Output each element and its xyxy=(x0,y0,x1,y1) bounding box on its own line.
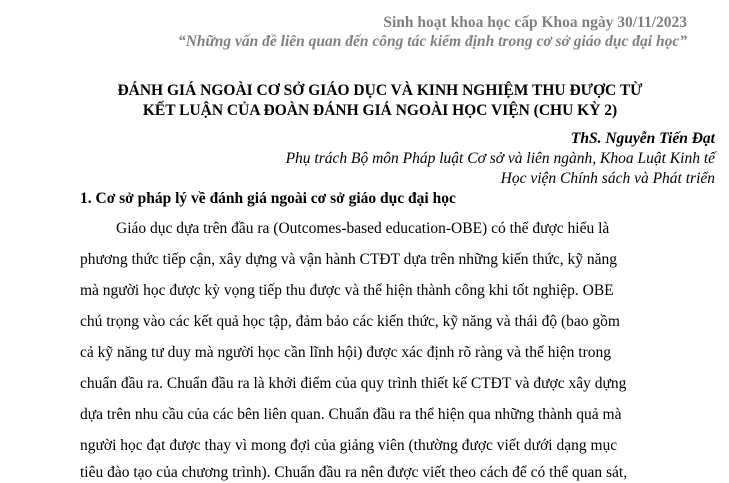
paragraph-line: tiêu đào tạo của chương trình). Chuẩn đầu ra nên được viết theo cách để có thể quan sát, xyxy=(80,464,628,481)
author-affiliation-line-2: Học viện Chính sách và Phát triển xyxy=(500,170,715,187)
paragraph-line: mà người học được kỳ vọng tiếp thu được và thể hiện thành công khi tốt nghiệp. OBE xyxy=(80,282,614,299)
paragraph-line: cả kỹ năng tư duy mà người học cần lĩnh hội) được xác định rõ ràng và thể hiện trong xyxy=(80,344,611,361)
running-header-topic: “Những vấn đề liên quan đến công tác kiểm định trong cơ sở giáo dục đại học” xyxy=(177,33,687,50)
running-header-event: Sinh hoạt khoa học cấp Khoa ngày 30/11/2023 xyxy=(383,14,687,31)
paragraph-line: phương thức tiếp cận, xây dựng và vận hành CTĐT dựa trên những kiến thức, kỹ năng xyxy=(80,251,617,268)
author-affiliation-line-1: Phụ trách Bộ môn Pháp luật Cơ sở và liên ngành, Khoa Luật Kinh tế xyxy=(285,150,715,167)
document-title-line-1: ĐÁNH GIÁ NGOÀI CƠ SỞ GIÁO DỤC VÀ KINH NGHIỆM THU ĐƯỢC TỪ xyxy=(117,82,643,99)
document-title-line-2: KẾT LUẬN CỦA ĐOÀN ĐÁNH GIÁ NGOÀI HỌC VIỆN (CHU KỲ 2) xyxy=(142,102,618,119)
paragraph-line: Giáo dục dựa trên đầu ra (Outcomes-based education-OBE) có thể được hiểu là xyxy=(116,220,610,237)
section-heading: 1. Cơ sở pháp lý về đánh giá ngoài cơ sở giáo dục đại học xyxy=(80,190,456,207)
author-name: ThS. Nguyễn Tiến Đạt xyxy=(570,130,715,147)
paragraph-line: chú trọng vào các kết quả học tập, đảm bảo các kiến thức, kỹ năng và thái độ (bao gồm xyxy=(80,313,620,330)
paragraph-line: dựa trên nhu cầu của các bên liên quan. Chuẩn đầu ra thể hiện qua những thành quả mà xyxy=(80,406,622,423)
paragraph-line: người học đạt được thay vì mong đợi của giảng viên (thường được viết dưới dạng mục xyxy=(80,437,618,454)
paragraph-line: chuẩn đầu ra. Chuẩn đầu ra là khởi điểm của quy trình thiết kế CTĐT và được xây dựng xyxy=(80,375,627,392)
